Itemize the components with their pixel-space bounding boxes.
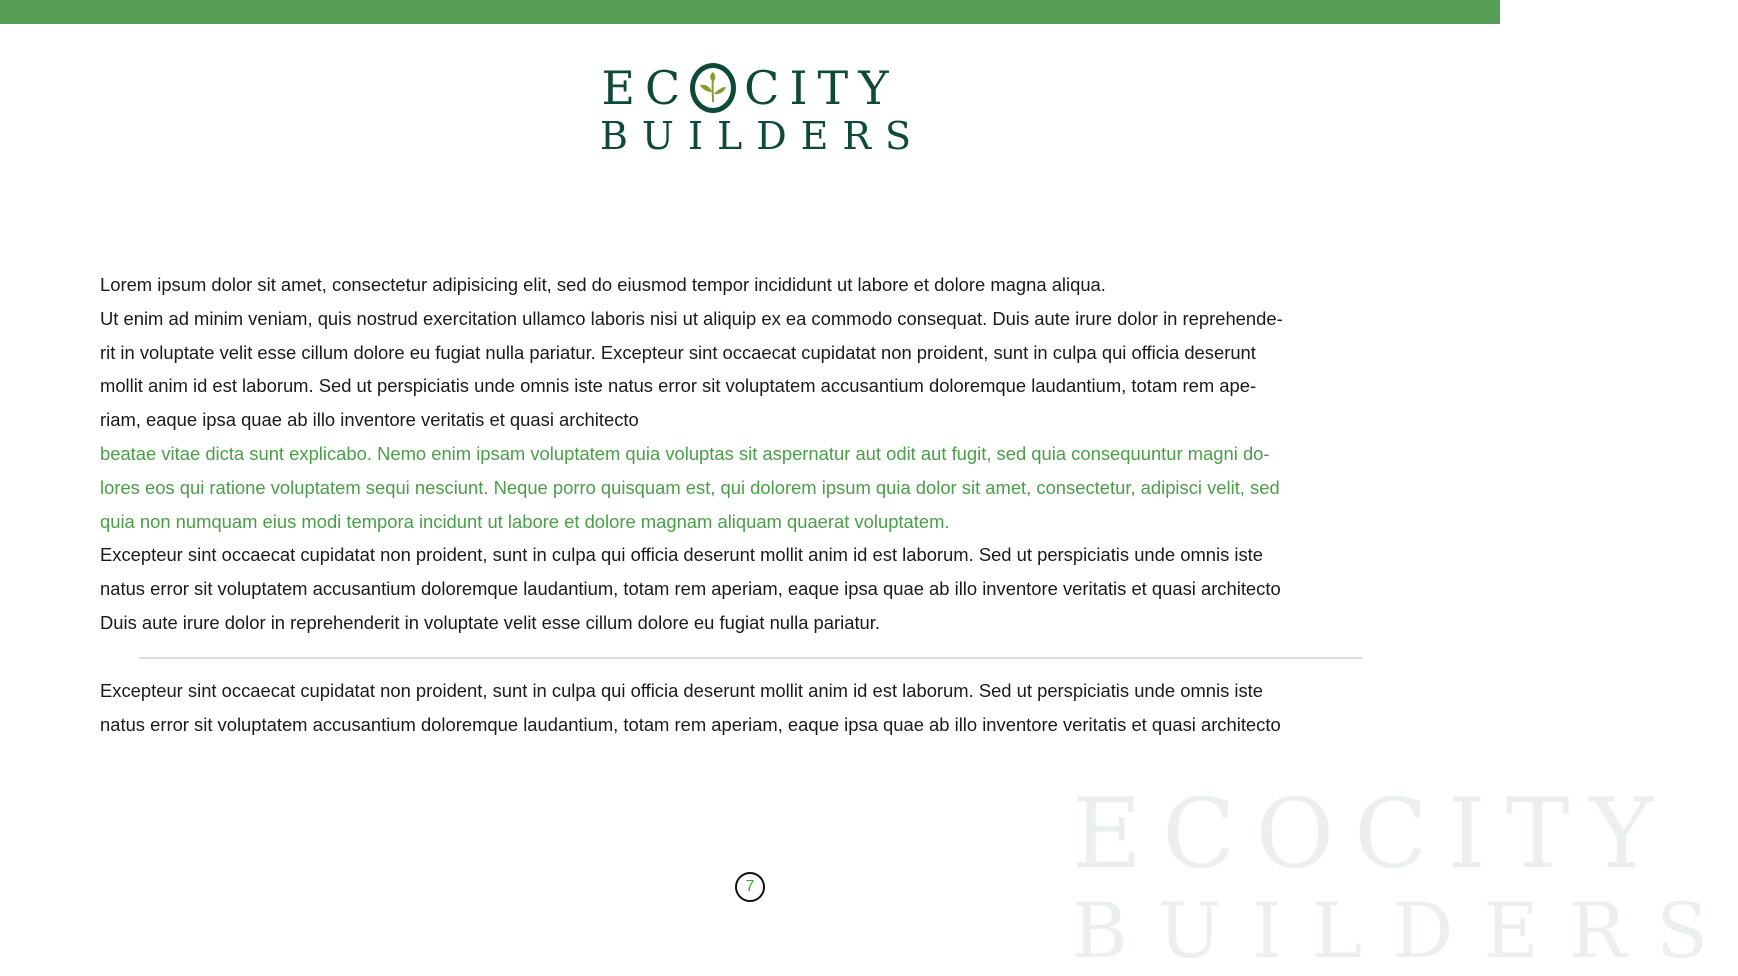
section-divider (139, 657, 1362, 659)
leaf-sprout-icon (690, 63, 736, 113)
highlighted-text-line: quia non numquam eius modi tempora incidunt ut labore et dolore magnam aliquam quaerat voluptatem. (100, 510, 950, 532)
text-line: Duis aute irure dolor in reprehenderit in voluptate velit esse cillum dolore eu fugiat nulla pariatur. (100, 611, 880, 633)
page-number: 7 (735, 872, 765, 902)
logo-text-builders: BUILDERS (600, 114, 926, 158)
highlighted-text-line: lores eos qui ratione voluptatem sequi nesciunt. Neque porro quisquam est, qui dolorem ipsum quia dolor sit amet, consectetur, adipisci velit, sed (100, 476, 1280, 498)
logo-watermark: ECOCITY BUILDERS (1072, 778, 1738, 975)
body-section-1 (100, 268, 1283, 640)
text-line: natus error sit voluptatem accusantium doloremque laudantium, totam rem aperiam, eaque ipsa quae ab illo inventore veritatis et quasi architecto (100, 713, 1281, 735)
top-accent-bar (0, 0, 1500, 24)
text-line: rit in voluptate velit esse cillum dolore eu fugiat nulla pariatur. Excepteur sint occaecat cupidatat non proident, sunt in culpa qui officia deserunt (100, 341, 1256, 363)
text-line: Excepteur sint occaecat cupidatat non proident, sunt in culpa qui officia deserunt mollit anim id est laborum. Sed ut perspiciatis unde omnis iste (100, 544, 1264, 566)
highlighted-text-line: beatae vitae dicta sunt explicabo. Nemo enim ipsam voluptatem quia voluptas sit aspernatur aut odit aut fugit, sed quia consequuntur magni do- (100, 442, 1270, 464)
text-line: Ut enim ad minim veniam, quis nostrud exercitation ullamco laboris nisi ut aliquip ex ea commodo consequat. Duis aute irure dolor in reprehende- (100, 307, 1283, 329)
logo-text-ec: EC (601, 61, 691, 115)
text-line: Excepteur sint occaecat cupidatat non proident, sunt in culpa qui officia deserunt mollit anim id est laborum. Sed ut perspiciatis unde omnis iste (100, 680, 1264, 701)
body-section-2 (100, 674, 1281, 742)
text-line: riam, eaque ipsa quae ab illo inventore veritatis et quasi architecto (100, 409, 639, 431)
text-line: Lorem ipsum dolor sit amet, consectetur adipisicing elit, sed do eiusmod tempor incididunt ut labore et dolore magna aliqua. (100, 274, 1106, 295)
ecocity-builders-logo (600, 61, 926, 158)
text-line: mollit anim id est laborum. Sed ut perspiciatis unde omnis iste natus error sit voluptatem accusantium doloremque laudantium, totam rem ape- (100, 375, 1257, 397)
logo-text-city: CITY (744, 61, 899, 115)
text-line: natus error sit voluptatem accusantium doloremque laudantium, totam rem aperiam, eaque ipsa quae ab illo inventore veritatis et quasi architecto (100, 578, 1281, 600)
